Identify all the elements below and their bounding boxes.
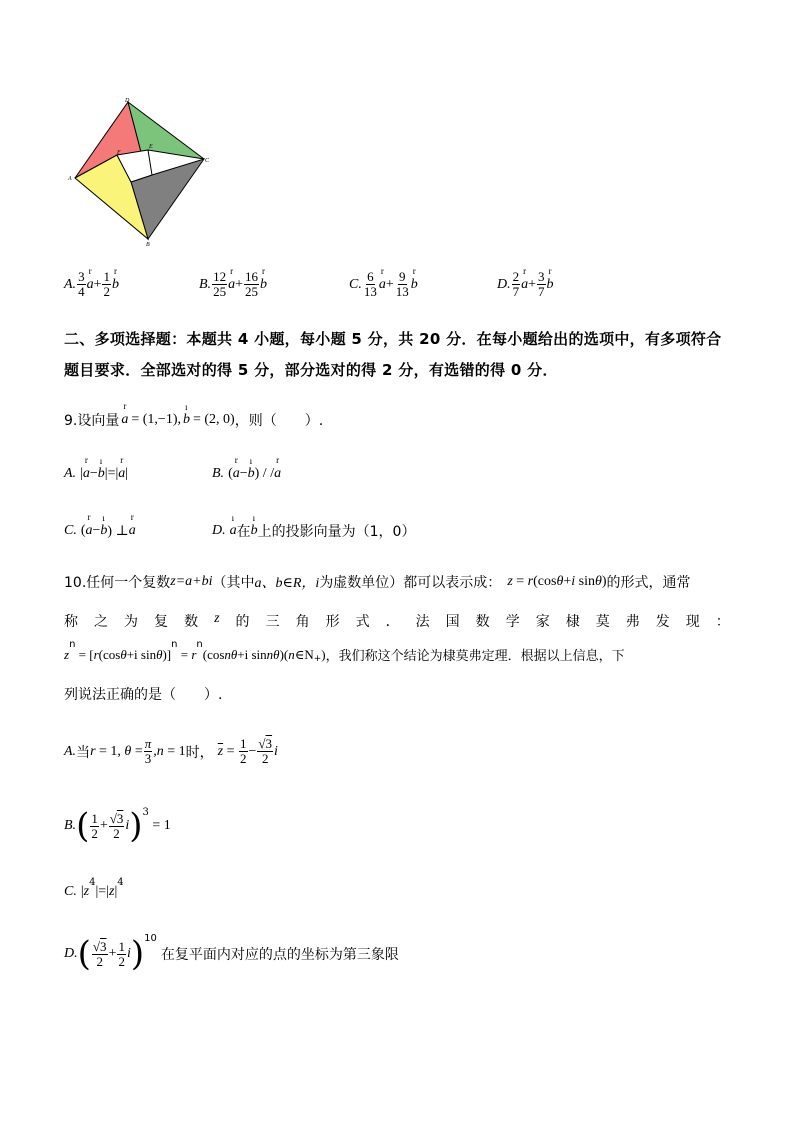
section-heading-line2: 题目要求．全部选对的得 5 分，部分选对的得 2 分，有选错的得 0 分． xyxy=(64,361,558,379)
q8-option-b[interactable]: B. $\frac{12}{25}$ r a + $\frac{16}{25}$ r b xyxy=(199,270,349,299)
q10-line1: 10.任何一个复数 z=a+bi （其中 a、b∈R，i 为虚数单位）都可以表示成： z = r (cos θ + i sin θ ) 的形式，通常 xyxy=(64,574,691,591)
q9-option-d[interactable]: D. ı a 在 ı b 上的投影向量为（1，0） xyxy=(212,521,415,541)
label-B: B xyxy=(146,242,150,246)
q9-stem: 9.设向量 r a = (1,−1), ı b = (2, 0) ，则（ ）. xyxy=(64,410,323,430)
q9-option-a[interactable]: A. | r a − ı b |=| r a | xyxy=(64,466,212,482)
q10-line3: z n = [ r (cos θ +i sin θ )] n = r n (cos nθ +i sin nθ )( n ∈N + ) ，我们称这个结论为棣莫弗定理．根据以上信息，下 xyxy=(64,639,625,664)
q8-options xyxy=(64,270,554,299)
q8-option-c[interactable]: C. $\frac{6}{13}$ r a + $\frac{9}{13}$ r b xyxy=(349,270,497,299)
geometry-figure xyxy=(62,96,222,246)
q10-option-a[interactable]: A. 当 r = 1, θ = $\frac{\pi}{3}$ , n = 1 时， $\overline{z}$ = $\frac{1}{2}$ − $\frac{√3}{2}$ i xyxy=(64,736,278,766)
label-D: D xyxy=(125,98,130,104)
section-heading-line1: 二、多项选择题：本题共 4 小题，每小题 5 分，共 20 分．在每小题给出的选项中，有多项符合 xyxy=(64,330,722,348)
q9-options-cd xyxy=(64,521,415,541)
q8-option-a[interactable]: A. $\frac{3}{4}$ r a + $\frac{1}{2}$ r b xyxy=(64,270,199,299)
label-C: C xyxy=(205,158,210,164)
q9-option-b[interactable]: B. ( r a − ı b ) / / r a xyxy=(212,466,281,482)
q10-line2: 称 之 为 复 数 z 的 三 角 形 式 ． 法 国 数 学 家 棣 莫 弗 发 现 ： xyxy=(64,611,730,630)
q10-option-c[interactable]: C. | z 4 |=| z | 4 xyxy=(64,876,124,899)
q8-option-d[interactable]: D. $\frac{2}{7}$ r a + $\frac{3}{7}$ r b xyxy=(497,270,554,299)
q9-options-ab xyxy=(64,466,281,482)
q10-option-d[interactable]: D. ( $\frac{√3}{2}$ + $\frac{1}{2}$ i ) 10 在复平面内对应的点的坐标为第三象限 xyxy=(64,932,399,974)
q9-option-c[interactable]: C. ( r a − ı b ) ⊥ r a xyxy=(64,523,212,540)
label-F: F xyxy=(117,150,121,156)
q10-option-b[interactable]: B. ( $\frac{1}{2}$ + $\frac{√3}{2}$ i ) 3 = 1 xyxy=(64,806,171,846)
q10-line4: 列说法正确的是（ ）. xyxy=(64,687,223,703)
label-E: E xyxy=(149,144,153,150)
label-A: A xyxy=(68,176,72,182)
